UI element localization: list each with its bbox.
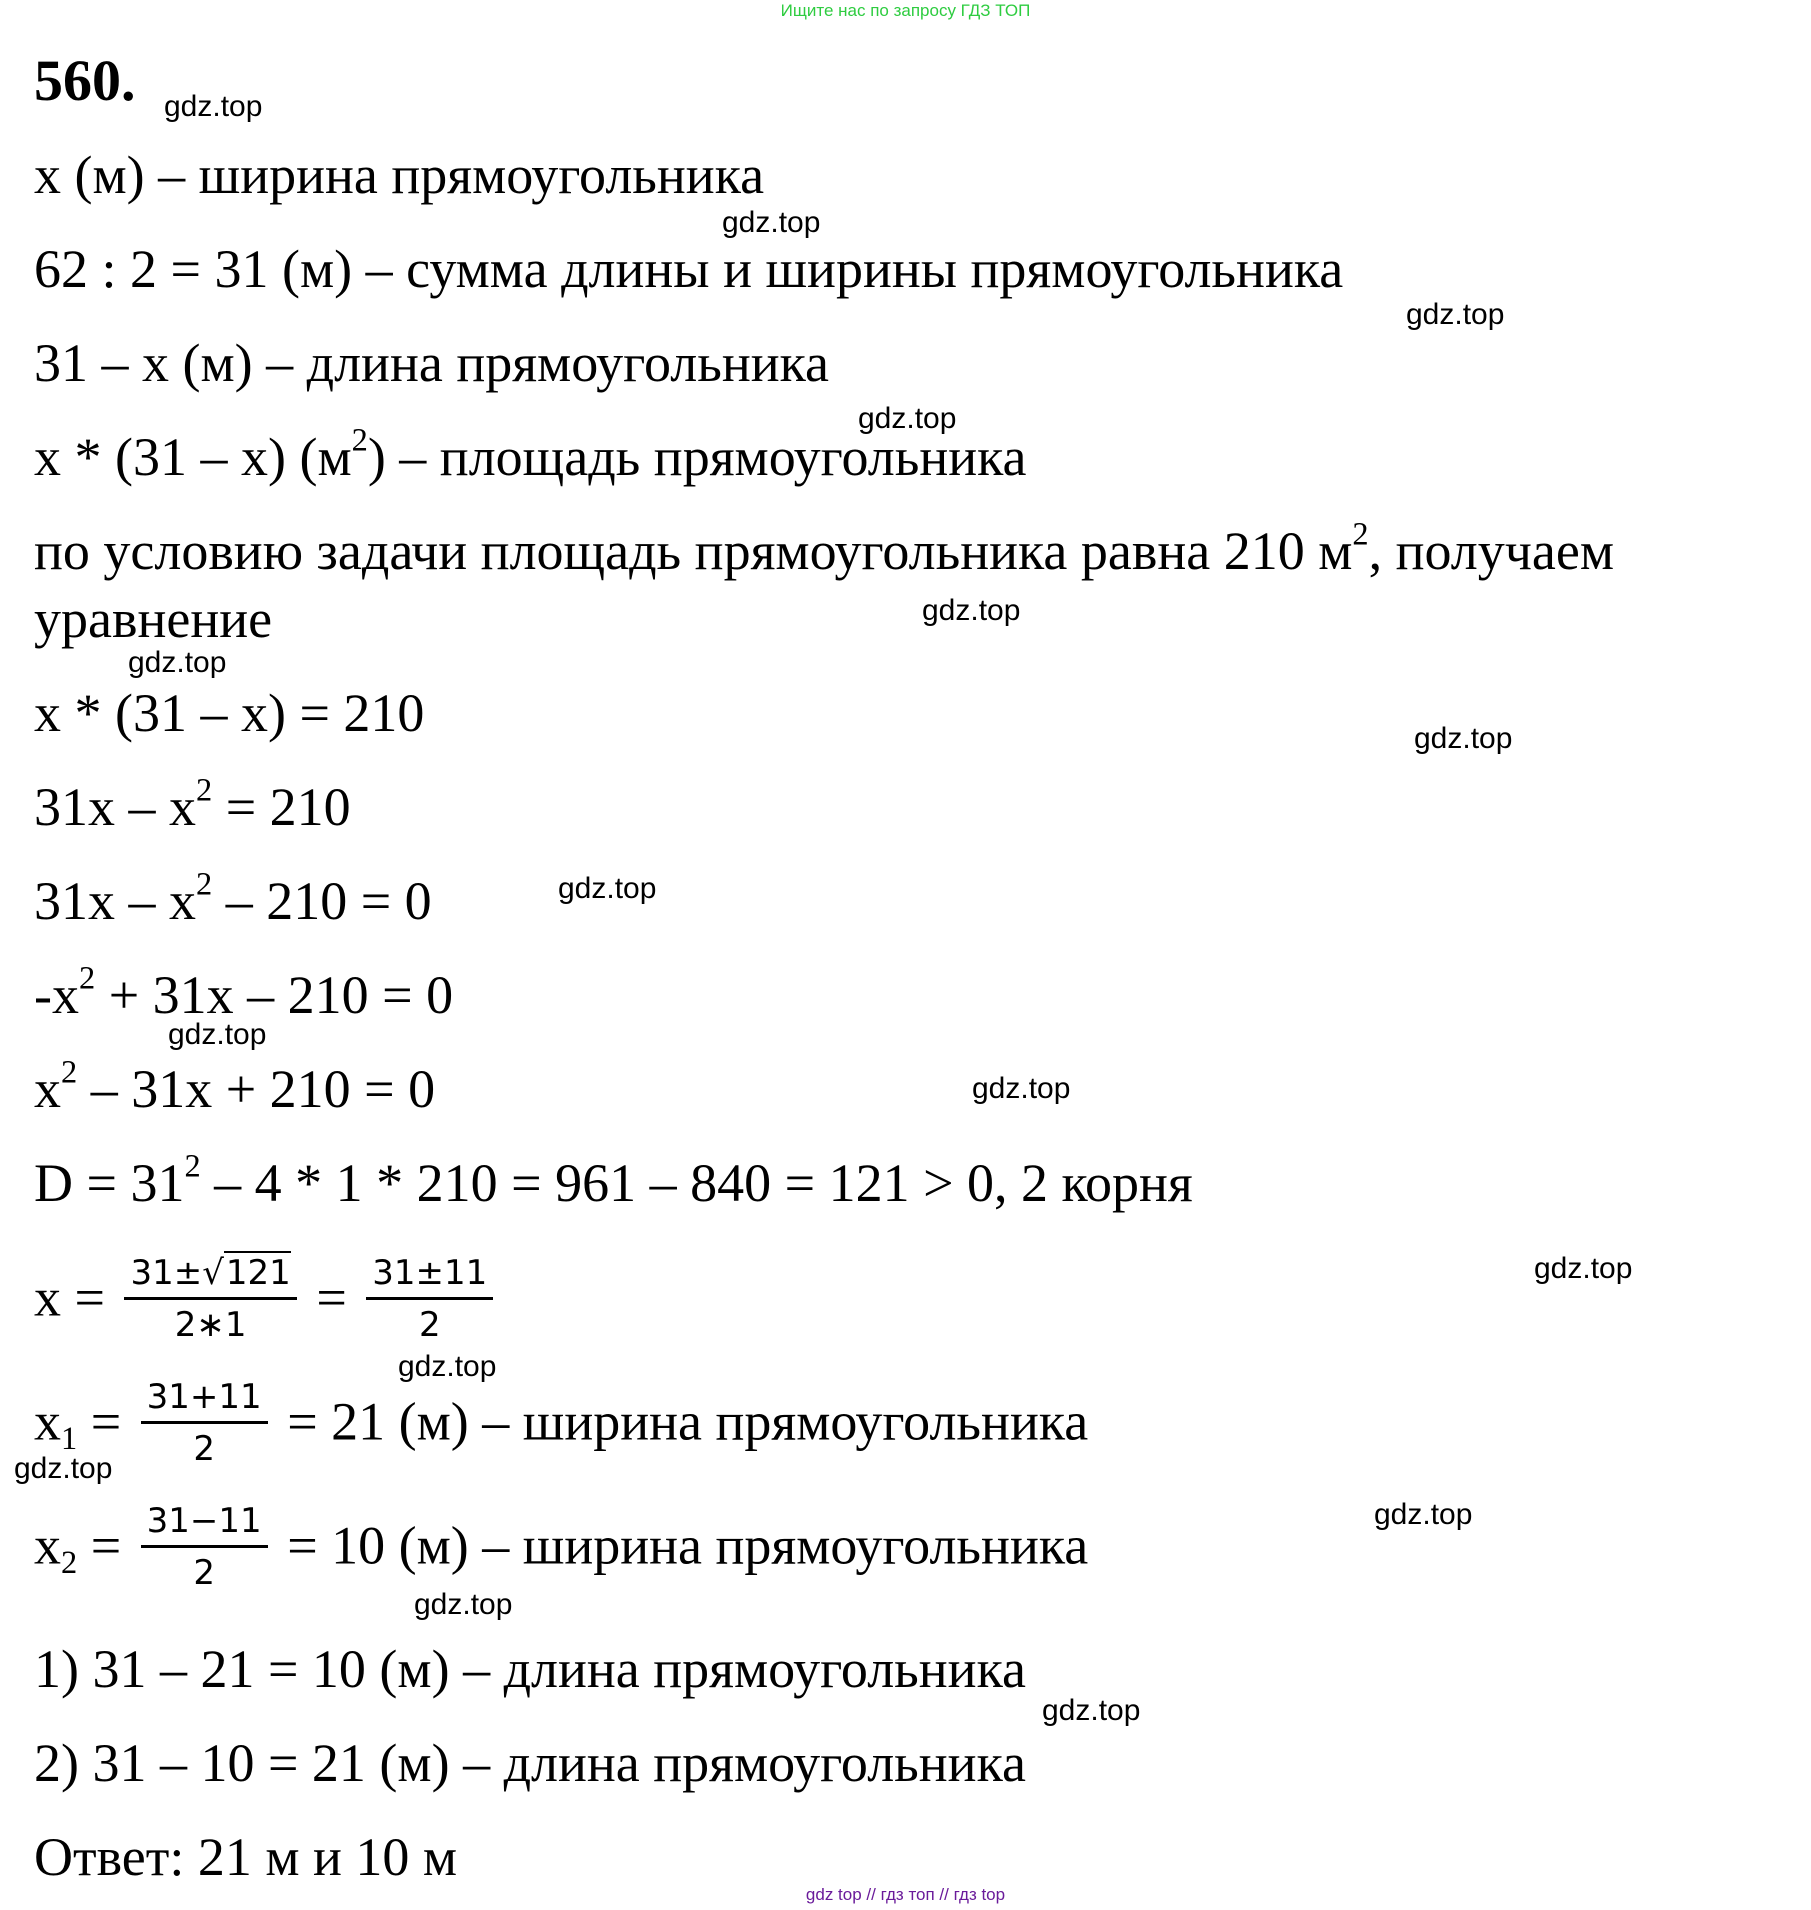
watermark: gdz.top bbox=[972, 1072, 1071, 1105]
equation-line-3: $31x - x^2 - 210 = 0$ bbox=[34, 866, 432, 931]
equation-line-2: $31x - x^2 = 210$ bbox=[34, 772, 351, 837]
roots-fraction-1: $\frac{31\pm√121}{2∗1}$ bbox=[124, 1252, 296, 1346]
watermark: gdz.top bbox=[1406, 298, 1505, 331]
watermark: gdz.top bbox=[1374, 1498, 1473, 1531]
length-line-2: 2) 31 – 10 = 21 (м) – длина прямоугольника bbox=[34, 1733, 1026, 1793]
watermark: gdz.top bbox=[398, 1350, 497, 1383]
watermark: gdz.top bbox=[128, 646, 227, 679]
watermark: gdz.top bbox=[1534, 1252, 1633, 1285]
root-x1-line: $x_1$ = $\frac{31+11}{2}$ = 21 (м) – ширина прямоугольника bbox=[34, 1377, 1089, 1469]
discriminant-line: $D = 31^2 - 4 * 1 * 210 = 961 - 840 = 121 > 0$, 2 корня bbox=[34, 1148, 1193, 1213]
root-x1-fraction: $\frac{31+11}{2}$ bbox=[141, 1376, 268, 1470]
answer-line: Ответ: 21 м и 10 м bbox=[34, 1827, 458, 1887]
equation-line-1: x * (31 – x) = 210 bbox=[34, 683, 425, 743]
watermark: gdz.top bbox=[858, 402, 957, 435]
watermark: gdz.top bbox=[14, 1452, 113, 1485]
solution-line-2: 62 : 2 = 31 (м) – сумма длины и ширины прямоугольника bbox=[34, 239, 1344, 299]
root-x2-line: $x_2$ = $\frac{31-11}{2}$ = 10 (м) – ширина прямоугольника bbox=[34, 1501, 1089, 1593]
watermark: gdz.top bbox=[414, 1588, 513, 1621]
problem-number: 560. bbox=[34, 48, 136, 113]
footer-watermark: gdz top // гдз топ // гдз top bbox=[805, 1885, 1006, 1904]
solution-line-4: x * (31 – x) $(м^2)$ – площадь прямоугольника bbox=[34, 422, 1027, 487]
solution-line-1: x (м) – ширина прямоугольника bbox=[34, 145, 765, 205]
solution-line-5-cont: уравнение bbox=[34, 589, 273, 649]
watermark: gdz.top bbox=[1414, 722, 1513, 755]
top-banner: Ищите нас по запросу ГДЗ ТОП bbox=[780, 1, 1031, 20]
roots-formula-line: x = $\frac{31\pm√121}{2∗1}$ = $\frac{31\pm 11}{2}$ bbox=[34, 1256, 499, 1350]
equation-line-4: $-x^2 + 31x - 210 = 0$ bbox=[34, 960, 454, 1025]
watermark: gdz.top bbox=[558, 872, 657, 905]
watermark: gdz.top bbox=[164, 90, 263, 123]
roots-fraction-2: $\frac{31\pm 11}{2}$ bbox=[366, 1252, 493, 1346]
watermark: gdz.top bbox=[168, 1018, 267, 1051]
watermark: gdz.top bbox=[922, 594, 1021, 627]
watermark: gdz.top bbox=[1042, 1694, 1141, 1727]
solution-line-5: по условию задачи площадь прямоугольника равна 210 $м^2$, получаем bbox=[34, 516, 1614, 581]
length-line-1: 1) 31 – 21 = 10 (м) – длина прямоугольника bbox=[34, 1639, 1026, 1699]
root-x2-fraction: $\frac{31-11}{2}$ bbox=[141, 1500, 268, 1594]
watermark: gdz.top bbox=[722, 206, 821, 239]
solution-line-3: 31 – x (м) – длина прямоугольника bbox=[34, 333, 830, 393]
equation-line-5: $x^2 - 31x + 210 = 0$ bbox=[34, 1054, 436, 1119]
